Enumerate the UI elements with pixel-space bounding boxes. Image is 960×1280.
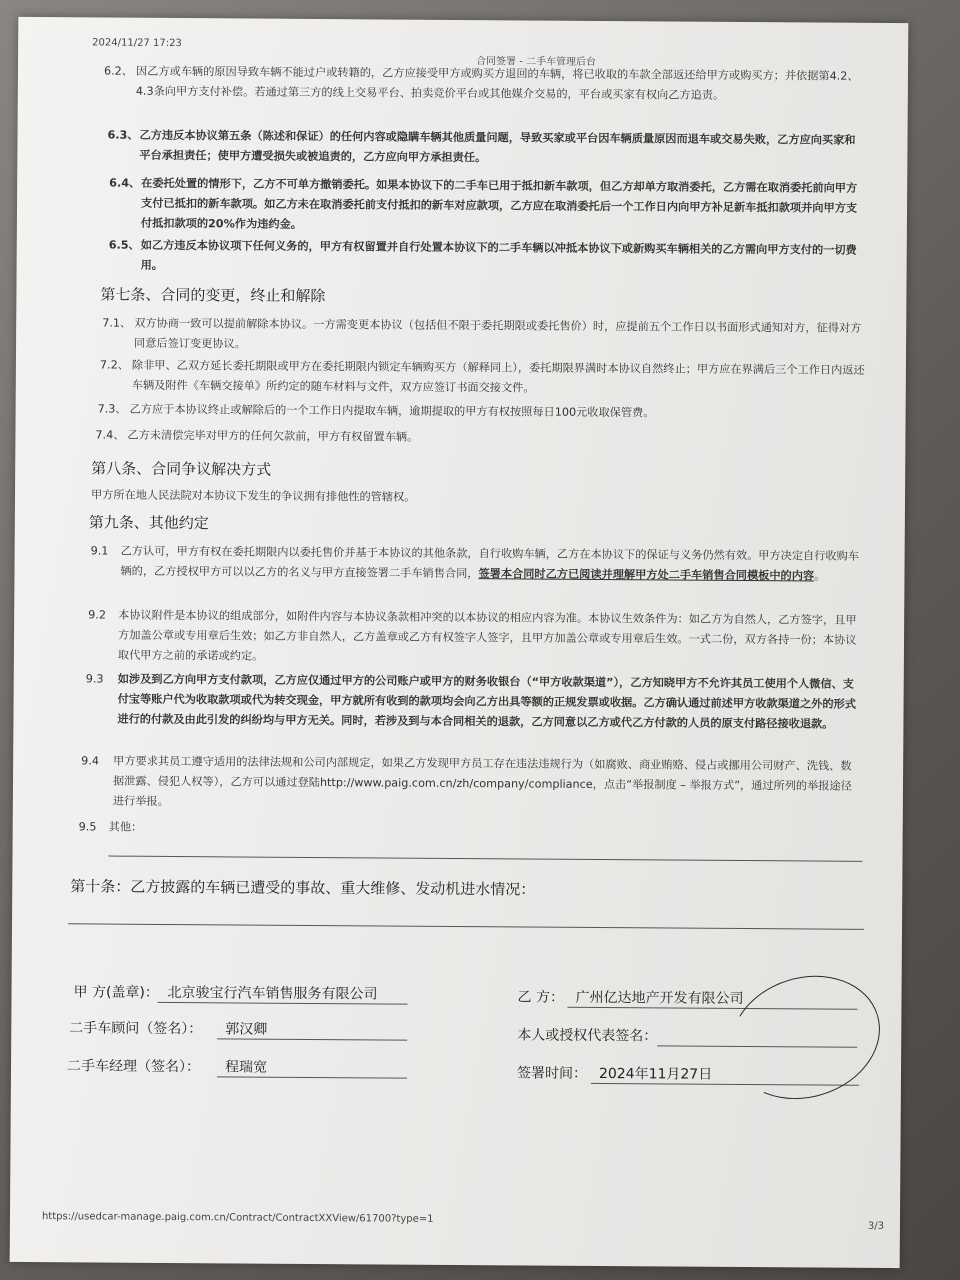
clause-7-2	[100, 355, 866, 400]
clause-text: 乙方应于本协议终止或解除后的一个工作日内提取车辆，逾期提取的甲方有权按照每日100元收取保管费。	[129, 402, 655, 420]
clause-number: 6.2、	[103, 64, 134, 78]
advisor-line	[217, 1038, 407, 1040]
handwritten-signature-circle	[715, 957, 896, 1117]
clause-9-5	[79, 817, 279, 838]
clause-text: 本协议附件是本协议的组成部分，如附件内容与本协议条款相冲突的以本协议的相应内容为准。本协议生效条件为：如乙方为自然人，乙方签字，且甲方加盖公章或专用章后生效；如乙方非自然人，乙方盖章或乙方有权签字人签字，且甲方加盖公章或专用章后生效。一式二份，双方各持一份；本协议取代甲方之前的承诺或约定。	[117, 608, 857, 663]
clause-number: 6.4、	[109, 176, 141, 190]
section-7-title: 第七条、合同的变更，终止和解除	[100, 285, 326, 306]
clause-6-4	[109, 174, 863, 239]
rep-signature-label: 本人或授权代表签名：	[517, 1027, 658, 1045]
clause-number: 9.4	[81, 754, 100, 768]
clause-9-3	[85, 669, 861, 734]
clause-text: 乙方违反本协议第五条（陈述和保证）的任何内容或隐瞒车辆其他质量问题，导致买家或平台因车辆质量原因而退车或交易失败，乙方应向买家和平台承担责任；使甲方遭受损失或被追责的，乙方应向甲方承担责任。	[139, 128, 856, 165]
clause-9-2	[88, 605, 862, 670]
manager-label: 二手车经理（签名）：	[66, 1058, 201, 1076]
clause-number: 6.3、	[107, 128, 139, 142]
clause-text: 在委托处置的情形下，乙方不可单方撤销委托。如果本协议下的二手车已用于抵扣新车款项，但乙方却单方取消委托，乙方需在取消委托前向甲方支付已抵扣的新车款项。如乙方未在取消委托前支付抵扣的新车对应款项，乙方应在取消委托后一个工作日内向甲方补足新车抵扣款项并向甲方支付抵扣款项的20%作为违约金。	[140, 176, 858, 231]
clause-emphasis: 签署本合同时乙方已阅读并理解甲方处二手车销售合同模板中的内容	[478, 567, 815, 583]
clause-9-1	[90, 541, 862, 586]
sign-date-value: 2024年11月27日	[598, 1065, 713, 1083]
section-10-title: 第十条：乙方披露的车辆已遭受的事故、重大维修、发动机进水情况：	[70, 877, 536, 899]
clause-text: 双方协商一致可以提前解除本协议。一方需变更本协议（包括但不限于委托期限或委托售价）时，应提前五个工作日以书面形式通知对方，征得对方同意后签订变更协议。	[134, 316, 862, 351]
manager-line	[217, 1076, 407, 1078]
clause-number: 7.4、	[95, 428, 125, 442]
section-8-text: 甲方所在地人民法院对本协议下发生的争议拥有排他性的管辖权。	[90, 488, 416, 504]
manager-value: 程瑞宽	[224, 1059, 268, 1076]
page-number: 3/3	[867, 1220, 885, 1232]
advisor-label: 二手车顾问（签名）：	[69, 1020, 203, 1038]
contract-page	[10, 17, 909, 1268]
print-datetime: 2024/11/27 17:23	[92, 37, 182, 50]
clause-text: 如涉及到乙方向甲方支付款项，乙方应仅通过甲方的公司账户或甲方的财务收银台（“甲方收款渠道”），乙方知晓甲方不允许其员工使用个人微信、支付宝等账户代为收取款项或代为转交现金，甲方就所有收到的款项均会向乙方出具等额的正规发票或收据。乙方确认通过前述甲方收款渠道之外的形式进行的付款及由此引发的纠纷均与甲方无关。同时，若涉及到与本合同相关的退款，乙方同意以乙方或代乙方付款的人员的原支付路径接收退款。	[117, 672, 857, 731]
clause-number: 9.5	[78, 820, 97, 834]
clause-text: 因乙方或车辆的原因导致车辆不能过户或转籍的，乙方应接受甲方或购买方退回的车辆，将已收取的车款全部返还给甲方或购买方；并依据第4.2、4.3条向甲方支付补偿。若通过第三方的线上交易平台、拍卖竞价平台或其他媒介交易的，平台或买家有权向乙方追责。	[135, 64, 859, 102]
clause-7-3	[98, 399, 866, 424]
clause-7-1	[102, 314, 866, 359]
clause-text: 除非甲、乙双方延长委托期限或甲方在委托期限内锁定车辆购买方（解释同上），委托期限界满时本协议自然终止；甲方应在界满后三个工作日内返还车辆及附件《车辆交接单》所约定的随车材料与文件，双方应签订书面交接文件。	[131, 358, 865, 395]
party-a-value: 北京骏宝行汽车销售服务有限公司	[167, 984, 378, 1003]
clause-9-5-blank-line	[108, 856, 862, 862]
clause-6-2	[104, 62, 864, 107]
clause-9-4	[81, 751, 861, 816]
sign-date-label: 签署时间：	[516, 1065, 588, 1082]
clause-number: 7.3、	[97, 402, 127, 416]
section-9-title: 第九条、其他约定	[88, 513, 209, 533]
clause-number: 7.1、	[102, 316, 132, 330]
clause-6-5	[109, 236, 863, 281]
clause-number: 9.2	[88, 608, 107, 622]
clause-text: 乙方认可，甲方有权在委托期限内以委托售价并基于本协议的其他条款，自行收购车辆，乙方在本协议下的保证与义务仍然有效。甲方决定自行收购车辆的，乙方授权甲方可以以乙方的名义与甲方直接签署二手车销售合同，	[120, 544, 860, 581]
print-title: 合同签署 - 二手车管理后台	[476, 56, 597, 68]
party-a-label: 甲 方(盖章)：	[73, 984, 159, 1001]
clause-text: 甲方要求其员工遵守适用的法律法规和公司内部规定，如果乙方发现甲方员工存在违法违规行为（如腐败、商业贿赂、侵占或挪用公司财产、洗钱、数据泄露、侵犯人权等），乙方可以通过登陆http://www.paig.com.cn/zh/company/compliance，点击“举报制度 – 举报方式”，通过所列的举报途径进行举报。	[112, 754, 852, 808]
print-url: https://usedcar-manage.paig.com.cn/Contract/ContractXXView/61700?type=1	[41, 1211, 434, 1225]
section-10-blank-line	[68, 923, 864, 930]
clause-text: 如乙方违反本协议项下任何义务的，甲方有权留置并自行处置本协议下的二手车辆以冲抵本协议下或新购买车辆相关的乙方需向甲方支付的一切费用。	[140, 238, 857, 272]
clause-number: 9.1	[90, 544, 109, 558]
party-b-label: 乙 方：	[517, 989, 565, 1006]
clause-7-4	[95, 425, 865, 450]
party-b-value: 广州亿达地产开发有限公司	[575, 989, 744, 1007]
clause-number: 7.2、	[99, 358, 129, 372]
clause-end: 。	[814, 569, 826, 583]
section-8-title: 第八条、合同争议解决方式	[91, 459, 272, 479]
clause-text: 乙方未清偿完毕对甲方的任何欠款前，甲方有权留置车辆。	[127, 428, 419, 444]
clause-label: 其他：	[108, 820, 143, 834]
clause-number: 9.3	[85, 672, 104, 686]
clause-6-3	[107, 126, 863, 171]
clause-number: 6.5、	[108, 238, 140, 252]
advisor-value: 郭汉卿	[225, 1021, 268, 1038]
